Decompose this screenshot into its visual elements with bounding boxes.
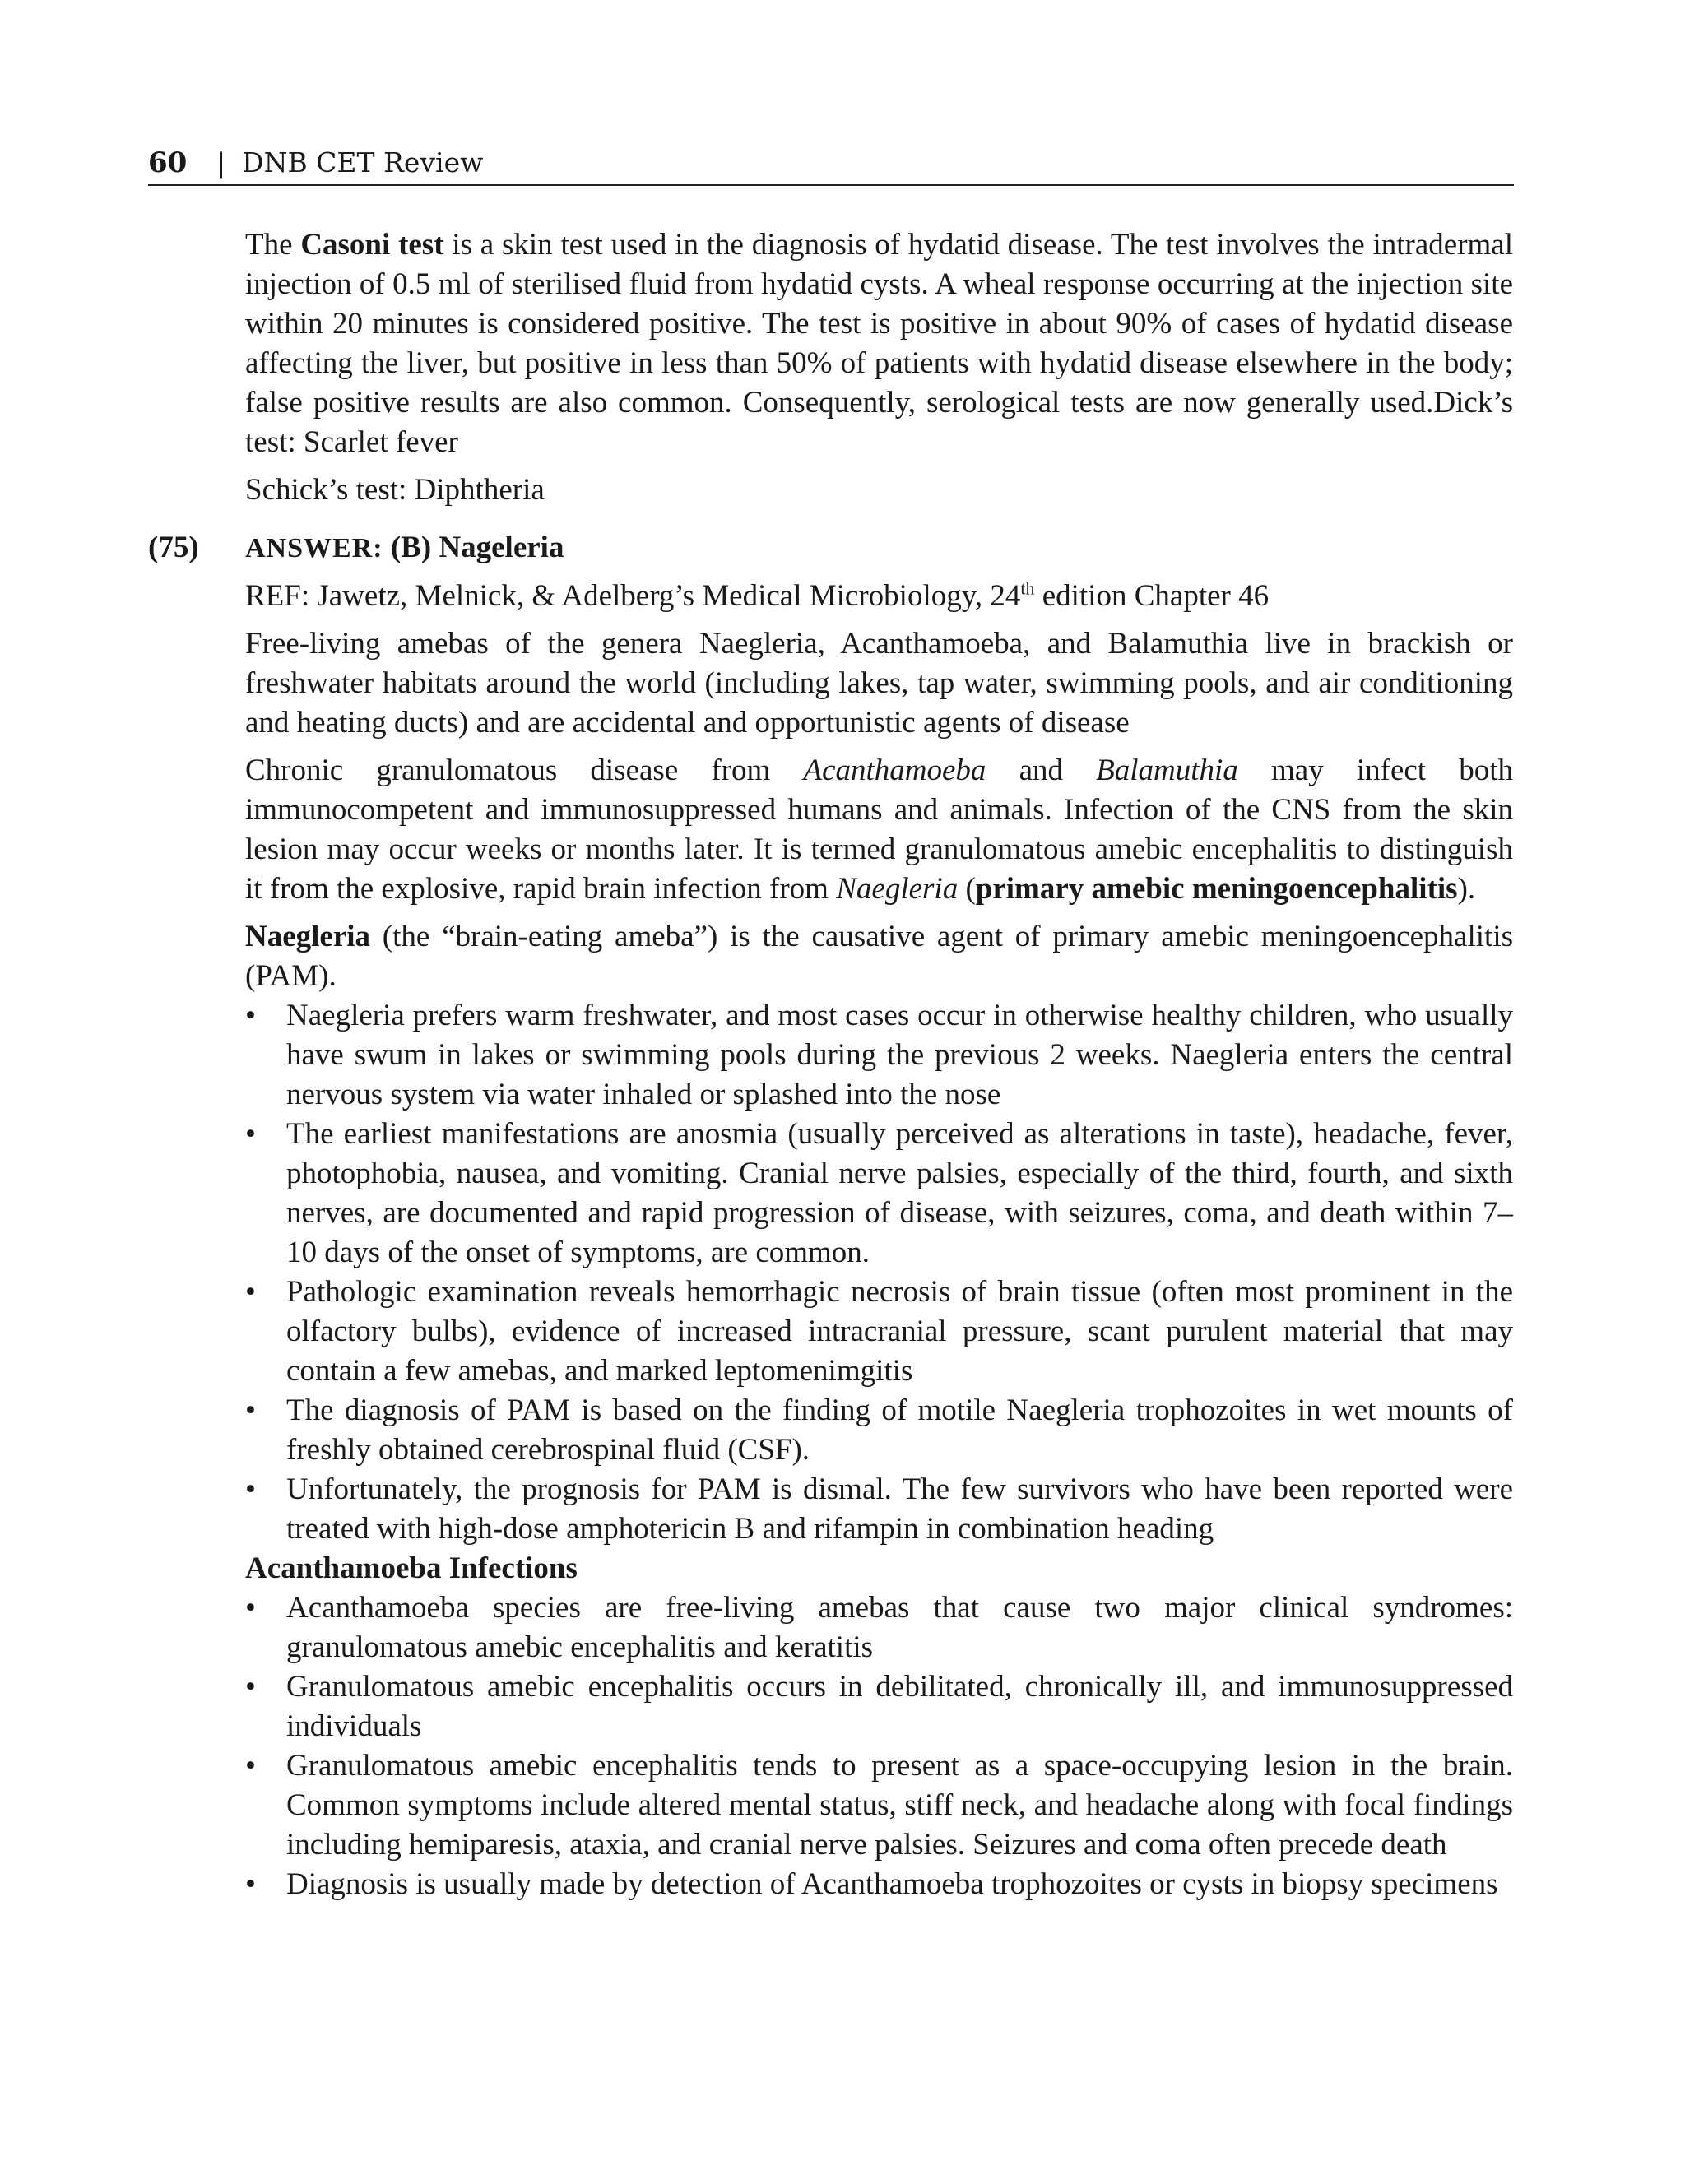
- list-item: • Granulomatous amebic encephalitis tends to present as a space-occupying lesion in the brain. Common symptoms include altered mental status, stiff neck, and headache along with focal findings including hemiparesis, ataxia, and cranial nerve palsies. Seizures and coma often precede death: [245, 1746, 1513, 1865]
- naegleria-bullet-list: [245, 996, 1513, 1549]
- list-item: • Naegleria prefers warm freshwater, and most cases occur in otherwise healthy children, who usually have swum in lakes or swimming pools during the previous 2 weeks. Naegleria enters the central nervous system via water inhaled or splashed into the nose: [245, 996, 1513, 1115]
- answer-label: ANSWER:: [245, 533, 383, 563]
- naegleria-definition: Naegleria (the “brain-eating ameba”) is the causative agent of primary amebic meningoencephalitis (PAM).: [245, 920, 1513, 993]
- acanthamoeba-bullet-list: [245, 1588, 1513, 1904]
- casoni-term: Casoni test: [300, 228, 444, 262]
- question-number: (75): [148, 531, 199, 564]
- list-item: • The earliest manifestations are anosmia (usually perceived as alterations in taste), headache, fever, photophobia, nausea, and vomiting. Cranial nerve palsies, especially of the third, fourth, and sixth nerves, are documented and rapid progression of disease, with seizures, coma, and death within 7–10 days of the onset of symptoms, are common.: [245, 1115, 1513, 1273]
- acanthamoeba-heading: Acanthamoeba Infections: [245, 1551, 578, 1585]
- answer-block: [148, 528, 1513, 1904]
- reference-line: REF: Jawetz, Melnick, & Adelberg’s Medical Microbiology, 24th edition Chapter 46: [245, 577, 1270, 613]
- page-content: [148, 225, 1513, 1904]
- list-item: • The diagnosis of PAM is based on the finding of motile Naegleria trophozoites in wet mounts of freshly obtained cerebrospinal fluid (CSF).: [245, 1391, 1513, 1470]
- free-living-paragraph: Free-living amebas of the genera Naegleria, Acanthamoeba, and Balamuthia live in brackish or freshwater habitats around the world (including lakes, tap water, swimming pools, and air conditioning and heating ducts) and are accidental and opportunistic agents of disease: [245, 627, 1513, 740]
- chronic-paragraph: Chronic granulomatous disease from Acanthamoeba and Balamuthia may infect both immunocompetent and immunosuppressed humans and animals. Infection of the CNS from the skin lesion may occur weeks or months later. It is termed granulomatous amebic encephalitis to distinguish it from the explosive, rapid brain infection from Naegleria (primary amebic meningoencephalitis).: [245, 754, 1513, 906]
- page-header: [148, 146, 1514, 179]
- list-item: • Granulomatous amebic encephalitis occurs in debilitated, chronically ill, and immunosuppressed individuals: [245, 1667, 1513, 1746]
- list-item: • Diagnosis is usually made by detection of Acanthamoeba trophozoites or cysts in biopsy specimens: [245, 1865, 1513, 1904]
- answer-line: [245, 528, 1513, 568]
- list-item: • Unfortunately, the prognosis for PAM is dismal. The few survivors who have been reported were treated with high-dose amphotericin B and rifampin in combination heading: [245, 1470, 1513, 1549]
- casoni-paragraph: The Casoni test is a skin test used in the diagnosis of hydatid disease. The test involves the intradermal injection of 0.5 ml of sterilised fluid from hydatid cysts. A wheal response occurring at the injection site within 20 minutes is considered positive. The test is positive in about 90% of cases of hydatid disease affecting the liver, but positive in less than 50% of patients with hydatid disease elsewhere in the body; false positive results are also common. Consequently, serological tests are now generally used.Dick’s test: Scarlet fever: [245, 228, 1513, 459]
- page-number: 60: [148, 146, 188, 179]
- header-rule: [148, 184, 1514, 186]
- answer-value: (B) Nageleria: [390, 531, 564, 564]
- list-item: • Pathologic examination reveals hemorrhagic necrosis of brain tissue (often most prominent in the olfactory bulbs), evidence of increased intracranial pressure, scant purulent material that may contain a few amebas, and marked leptomenimgitis: [245, 1273, 1513, 1391]
- book-title: DNB CET Review: [242, 146, 484, 179]
- schick-line: Schick’s test: Diphtheria: [245, 473, 545, 507]
- header-separator: |: [216, 147, 226, 179]
- list-item: • Acanthamoeba species are free-living amebas that cause two major clinical syndromes: granulomatous amebic encephalitis and keratitis: [245, 1588, 1513, 1667]
